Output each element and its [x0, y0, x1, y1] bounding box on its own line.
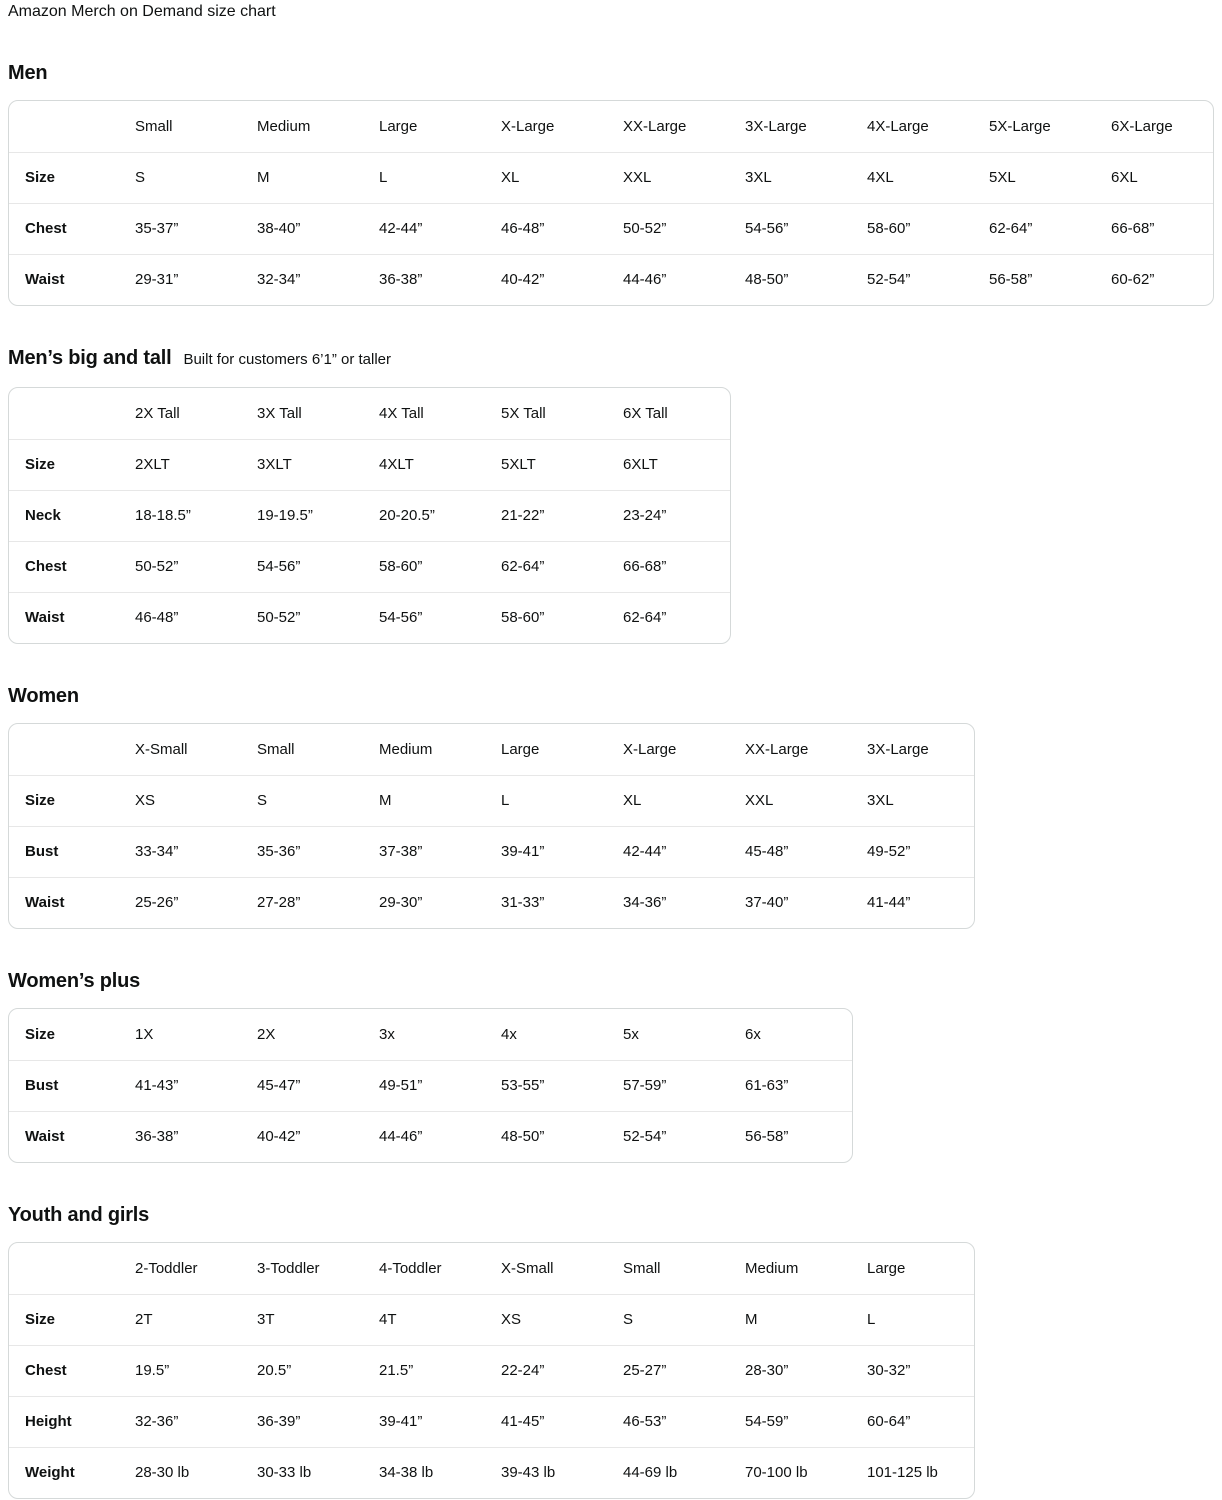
size-cell: 37-40” [745, 877, 867, 928]
size-cell: 19.5” [135, 1345, 257, 1396]
size-cell: 41-44” [867, 877, 974, 928]
size-cell: 60-64” [867, 1396, 974, 1447]
mens-big-and-tall-size-table [9, 388, 730, 643]
size-cell: S [623, 1294, 745, 1345]
size-cell: 40-42” [501, 254, 623, 305]
size-cell: 4x [501, 1025, 517, 1043]
size-cell: 49-51” [379, 1060, 501, 1111]
section-title: Women’s plus [8, 970, 141, 992]
section-mens-big-and-tall [8, 346, 1214, 644]
corner-cell [9, 724, 135, 775]
column-header: Small [623, 1259, 661, 1277]
size-cell: 21-22” [501, 490, 623, 541]
table-row [9, 1447, 974, 1498]
column-header: 6X-Large [1111, 117, 1173, 135]
size-cell: 3XLT [257, 439, 379, 490]
size-cell: 70-100 lb [745, 1447, 867, 1498]
size-cell: 54-56” [257, 541, 379, 592]
size-cell: 41-45” [501, 1396, 623, 1447]
row-label: Waist [9, 254, 135, 305]
column-header: 3X Tall [257, 404, 302, 422]
size-cell: 3XL [745, 152, 867, 203]
size-cell: 3x [379, 1025, 395, 1043]
row-label: Height [9, 1396, 135, 1447]
youth-and-girls-size-table-container [8, 1242, 975, 1499]
size-cell: 39-43 lb [501, 1447, 623, 1498]
row-label: Bust [9, 1060, 135, 1111]
table-row [9, 203, 1213, 254]
column-header-row [9, 1243, 974, 1294]
column-header: 3-Toddler [257, 1259, 320, 1277]
size-cell: XXL [745, 775, 867, 826]
size-cell: 21.5” [379, 1345, 501, 1396]
size-cell: 62-64” [989, 203, 1111, 254]
size-cell: 5XL [989, 152, 1111, 203]
table-row [9, 1060, 852, 1111]
size-cell: 36-39” [257, 1396, 379, 1447]
column-header: 3X-Large [867, 740, 929, 758]
size-cell: 62-64” [501, 541, 623, 592]
size-cell: 6XLT [623, 439, 730, 490]
size-cell: S [257, 775, 379, 826]
column-header: Medium [745, 1259, 799, 1277]
column-header: Large [867, 1259, 906, 1277]
size-cell: 20-20.5” [379, 490, 501, 541]
column-header: X-Small [135, 740, 188, 758]
size-cell: 52-54” [867, 254, 989, 305]
table-row [9, 1294, 974, 1345]
column-header: 5X Tall [501, 404, 546, 422]
mens-big-and-tall-size-table-container [8, 387, 731, 644]
table-row [9, 1345, 974, 1396]
size-cell: 36-38” [379, 254, 501, 305]
table-row [9, 254, 1213, 305]
section-women [8, 684, 1214, 929]
size-cell: 42-44” [623, 826, 745, 877]
size-cell: 42-44” [379, 203, 501, 254]
youth-and-girls-size-table [9, 1243, 974, 1498]
column-header: X-Small [501, 1259, 554, 1277]
size-cell: 5x [623, 1025, 639, 1043]
column-header-row [9, 388, 730, 439]
row-label: Waist [9, 592, 135, 643]
womens-plus-size-table-container [8, 1008, 853, 1163]
size-cell: 46-48” [501, 203, 623, 254]
table-row [9, 490, 730, 541]
size-cell: XS [501, 1294, 623, 1345]
section-womens-plus [8, 969, 1214, 1163]
size-cell: 54-56” [379, 592, 501, 643]
size-cell: 31-33” [501, 877, 623, 928]
column-header: X-Large [623, 740, 677, 758]
section-heading-womens-plus [8, 969, 1214, 993]
table-row [9, 1009, 852, 1060]
table-row [9, 775, 974, 826]
section-title: Men [8, 62, 48, 84]
size-cell: 50-52” [623, 203, 745, 254]
size-cell: M [257, 152, 379, 203]
size-cell: 46-48” [135, 592, 257, 643]
row-label: Size [9, 439, 135, 490]
column-header: X-Large [501, 117, 555, 135]
row-label: Neck [9, 490, 135, 541]
size-cell: 2X [257, 1025, 276, 1043]
size-cell: 50-52” [257, 592, 379, 643]
size-cell: 66-68” [1111, 203, 1213, 254]
size-cell: 20.5” [257, 1345, 379, 1396]
size-cell: 35-36” [257, 826, 379, 877]
size-cell: L [379, 152, 501, 203]
size-cell: 3T [257, 1294, 379, 1345]
page-title: Amazon Merch on Demand size chart [8, 3, 276, 20]
size-cell: 44-69 lb [623, 1447, 745, 1498]
size-cell: 66-68” [623, 541, 730, 592]
column-header: 6X Tall [623, 404, 668, 422]
corner-cell [9, 101, 135, 152]
column-header: Large [379, 117, 418, 135]
section-heading-women [8, 684, 1214, 708]
size-cell: 58-60” [867, 203, 989, 254]
row-label: Waist [9, 1111, 135, 1162]
size-cell: 40-42” [257, 1111, 379, 1162]
size-cell: 5XLT [501, 439, 623, 490]
table-row [9, 152, 1213, 203]
size-cell: 28-30” [745, 1345, 867, 1396]
size-cell: 46-53” [623, 1396, 745, 1447]
size-cell: 18-18.5” [135, 490, 257, 541]
size-cell: 4XL [867, 152, 989, 203]
table-row [9, 826, 974, 877]
size-cell: 44-46” [379, 1111, 501, 1162]
men-size-table-container [8, 100, 1214, 306]
size-cell: XL [623, 775, 745, 826]
size-cell: 27-28” [257, 877, 379, 928]
size-cell: 45-47” [257, 1060, 379, 1111]
size-cell: XXL [623, 152, 745, 203]
size-cell: 58-60” [379, 541, 501, 592]
section-men [8, 61, 1214, 306]
column-header: 2-Toddler [135, 1259, 198, 1277]
size-cell: 23-24” [623, 490, 730, 541]
row-label: Chest [9, 203, 135, 254]
column-header: Large [501, 740, 540, 758]
column-header: Small [135, 117, 173, 135]
size-cell: 57-59” [623, 1060, 745, 1111]
column-header: 5X-Large [989, 117, 1051, 135]
row-label: Size [9, 775, 135, 826]
size-cell: 36-38” [135, 1111, 257, 1162]
column-header: Small [257, 740, 295, 758]
section-subtitle: Built for customers 6’1” or taller [183, 351, 392, 368]
size-cell: 45-48” [745, 826, 867, 877]
size-cell: L [501, 775, 623, 826]
column-header: XX-Large [745, 740, 809, 758]
size-cell: 34-38 lb [379, 1447, 501, 1498]
table-row [9, 541, 730, 592]
size-cell: 48-50” [745, 254, 867, 305]
size-cell: 39-41” [379, 1396, 501, 1447]
row-label: Weight [9, 1447, 135, 1498]
size-cell: 30-33 lb [257, 1447, 379, 1498]
size-cell: 53-55” [501, 1060, 623, 1111]
size-cell: 30-32” [867, 1345, 974, 1396]
row-label: Bust [9, 826, 135, 877]
size-cell: 33-34” [135, 826, 257, 877]
size-cell: 3XL [867, 775, 974, 826]
table-row [9, 1396, 974, 1447]
column-header: Medium [379, 740, 433, 758]
table-row [9, 1111, 852, 1162]
women-size-table [9, 724, 974, 928]
row-label: Size [9, 1294, 135, 1345]
size-cell: XS [135, 775, 257, 826]
column-header-row [9, 101, 1213, 152]
section-heading-youth-and-girls [8, 1203, 1214, 1227]
size-cell: 48-50” [501, 1111, 623, 1162]
size-cell: 28-30 lb [135, 1447, 257, 1498]
size-cell: 39-41” [501, 826, 623, 877]
size-cell: 4T [379, 1294, 501, 1345]
size-cell: 56-58” [989, 254, 1111, 305]
row-label: Waist [9, 877, 135, 928]
section-heading-mens-big-and-tall [8, 346, 1214, 372]
women-size-table-container [8, 723, 975, 929]
men-size-table [9, 101, 1213, 305]
size-cell: L [867, 1294, 974, 1345]
row-label: Chest [9, 1345, 135, 1396]
size-cell: 54-59” [745, 1396, 867, 1447]
section-youth-and-girls [8, 1203, 1214, 1499]
column-header-row [9, 724, 974, 775]
size-cell: 38-40” [257, 203, 379, 254]
column-header: Medium [257, 117, 311, 135]
size-cell: 29-30” [379, 877, 501, 928]
size-cell: S [135, 152, 257, 203]
size-cell: 44-46” [623, 254, 745, 305]
column-header: 3X-Large [745, 117, 807, 135]
size-cell: M [379, 775, 501, 826]
column-header: 2X Tall [135, 404, 180, 422]
column-header: 4X Tall [379, 404, 424, 422]
row-label: Size [9, 152, 135, 203]
column-header: 4-Toddler [379, 1259, 442, 1277]
section-title: Men’s big and tall [8, 347, 172, 369]
section-title: Women [8, 685, 79, 707]
size-cell: XL [501, 152, 623, 203]
size-cell: 49-52” [867, 826, 974, 877]
size-cell: 37-38” [379, 826, 501, 877]
size-cell: 6x [745, 1025, 761, 1043]
size-cell: 6XL [1111, 152, 1213, 203]
row-label: Chest [9, 541, 135, 592]
size-cell: 62-64” [623, 592, 730, 643]
table-row [9, 439, 730, 490]
size-cell: 32-36” [135, 1396, 257, 1447]
size-cell: 54-56” [745, 203, 867, 254]
size-cell: 60-62” [1111, 254, 1213, 305]
size-cell: 25-27” [623, 1345, 745, 1396]
size-cell: 25-26” [135, 877, 257, 928]
size-cell: 29-31” [135, 254, 257, 305]
size-cell: 58-60” [501, 592, 623, 643]
section-title: Youth and girls [8, 1204, 150, 1226]
size-cell: 35-37” [135, 203, 257, 254]
size-cell: 41-43” [135, 1060, 257, 1111]
size-cell: M [745, 1294, 867, 1345]
size-cell: 101-125 lb [867, 1447, 974, 1498]
size-cell: 2XLT [135, 439, 257, 490]
corner-cell [9, 388, 135, 439]
column-header: XX-Large [623, 117, 687, 135]
size-cell: 22-24” [501, 1345, 623, 1396]
size-cell: 1X [135, 1025, 154, 1043]
size-cell: 2T [135, 1294, 257, 1345]
size-cell: 50-52” [135, 541, 257, 592]
corner-cell [9, 1243, 135, 1294]
size-cell: 56-58” [745, 1111, 852, 1162]
table-row [9, 592, 730, 643]
column-header: 4X-Large [867, 117, 929, 135]
size-cell: 32-34” [257, 254, 379, 305]
section-heading-men [8, 61, 1214, 85]
size-cell: 61-63” [745, 1060, 852, 1111]
size-cell: 52-54” [623, 1111, 745, 1162]
size-cell: 4XLT [379, 439, 501, 490]
row-label: Size [25, 1025, 56, 1043]
size-cell: 19-19.5” [257, 490, 379, 541]
size-cell: 34-36” [623, 877, 745, 928]
table-row [9, 877, 974, 928]
womens-plus-size-table [9, 1009, 852, 1162]
